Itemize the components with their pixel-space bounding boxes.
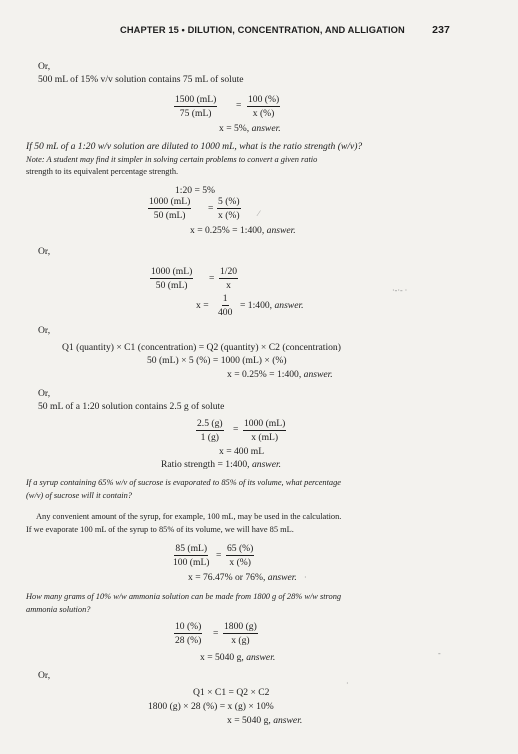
fraction-1000-50: $\frac{1000 (mL)}{50 (mL)}$: [149, 196, 191, 221]
fraction-100-x: $\frac{100 (\%)}{x (\%)}$: [248, 94, 280, 119]
statement-50ml: 50 mL of a 1:20 solution contains 2.5 g of solute: [38, 401, 225, 412]
result-400ml: x = 400 mL: [219, 446, 265, 457]
equals-sign: =: [236, 100, 242, 111]
q1c1-substitution: 50 (mL) × 5 (%) = 1000 (mL) × (%): [147, 355, 287, 366]
paragraph-line-2: If we evaporate 100 mL of the syrup to 85% of its volume, we will have 85 mL.: [26, 525, 294, 534]
question-ammonia-line-1: How many grams of 10% w/w ammonia solution can be made from 1800 g of 28% w/w strong: [26, 592, 342, 601]
pencil-mark: ‑: [438, 649, 441, 658]
q1c1-short-formula: Q1 × C1 = Q2 × C2: [193, 687, 270, 698]
fraction-1800-x: $\frac{1800 (g)}{x (g)}$: [224, 621, 257, 646]
result-5040g: x = 5040 g, answer.: [200, 652, 276, 663]
statement-500ml: 500 mL of 15% v/v solution contains 75 mL of solute: [38, 74, 244, 85]
question-ratio-strength: If 50 mL of a 1:20 w/v solution are diluted to 1000 mL, what is the ratio strength (w/v)?: [26, 141, 363, 152]
page-number: 237: [432, 24, 450, 36]
pencil-mark: ·: [304, 573, 307, 582]
result-1-400: = 1:400, answer.: [240, 300, 304, 311]
running-header: [120, 24, 450, 36]
or-label: Or,: [38, 670, 51, 681]
equals-sign: =: [208, 203, 214, 214]
fraction-2-5-1: $\frac{2.5 (g)}{1 (g)}$: [197, 418, 223, 443]
fraction-10-28: $\frac{10 (\%)}{28 (\%)}$: [175, 621, 202, 646]
q1c1-formula: Q1 (quantity) × C1 (concentration) = Q2 (quantity) × C2 (concentration): [62, 342, 341, 353]
equals-sign: =: [213, 628, 219, 639]
fraction-1000-50-b: $\frac{1000 (mL)}{50 (mL)}$: [151, 266, 193, 291]
fraction-1500-75: $\frac{1500 (mL)}{75 (mL)}$: [175, 94, 217, 119]
ratio-equivalence: 1:20 = 5%: [175, 185, 216, 196]
paragraph-line-1: Any convenient amount of the syrup, for example, 100 mL, may be used in the calculation.: [36, 512, 342, 521]
result-0-25-percent: x = 0.25% = 1:400, answer.: [190, 225, 296, 236]
fraction-1000-x: $\frac{1000 (mL)}{x (mL)}$: [244, 418, 286, 443]
equals-sign: =: [233, 424, 239, 435]
result-5-percent: x = 5%, answer.: [219, 123, 281, 134]
or-label: Or,: [38, 325, 51, 336]
pencil-mark: ⁄: [258, 209, 260, 218]
note-line-1: Note: A student may find it simpler in solving certain problems to convert a given ratio: [26, 155, 318, 164]
chapter-title: CHAPTER 15 • DILUTION, CONCENTRATION, AND ALLIGATION: [120, 25, 405, 35]
q1c1-short-substitution: 1800 (g) × 28 (%) = x (g) × 10%: [148, 701, 274, 712]
question-syrup-line-2: (w/v) of sucrose will it contain?: [26, 491, 132, 500]
equals-sign: =: [216, 550, 222, 561]
fraction-5-x: $\frac{5 (\%)}{x (\%)}$: [218, 196, 240, 221]
fraction-65-x: $\frac{65 (\%)}{x (\%)}$: [227, 543, 254, 568]
fraction-1-20-x: $\frac{1/20}{x}$: [220, 266, 238, 291]
x-equals-prefix: x =: [196, 300, 209, 311]
fraction-1-400: $\frac{1}{400}$: [218, 293, 233, 318]
question-syrup-line-1: If a syrup containing 65% w/v of sucrose is evaporated to 85% of its volume, what percentage: [26, 478, 342, 487]
result-5040g-b: x = 5040 g, answer.: [227, 715, 303, 726]
pencil-mark: ·‐·‐ ·: [392, 286, 408, 295]
fraction-85-100: $\frac{85 (mL)}{100 (mL)}$: [173, 543, 210, 568]
note-line-2: strength to its equivalent percentage strength.: [26, 167, 179, 176]
pencil-mark: ·: [346, 679, 349, 688]
or-label: Or,: [38, 388, 51, 399]
ratio-strength-result: Ratio strength = 1:400, answer.: [161, 459, 282, 470]
result-0-25-b: x = 0.25% = 1:400, answer.: [227, 369, 333, 380]
or-label: Or,: [38, 61, 51, 72]
result-76-percent: x = 76.47% or 76%, answer.: [188, 572, 297, 583]
question-ammonia-line-2: ammonia solution?: [26, 605, 91, 614]
or-label: Or,: [38, 246, 51, 257]
equals-sign: =: [209, 273, 215, 284]
